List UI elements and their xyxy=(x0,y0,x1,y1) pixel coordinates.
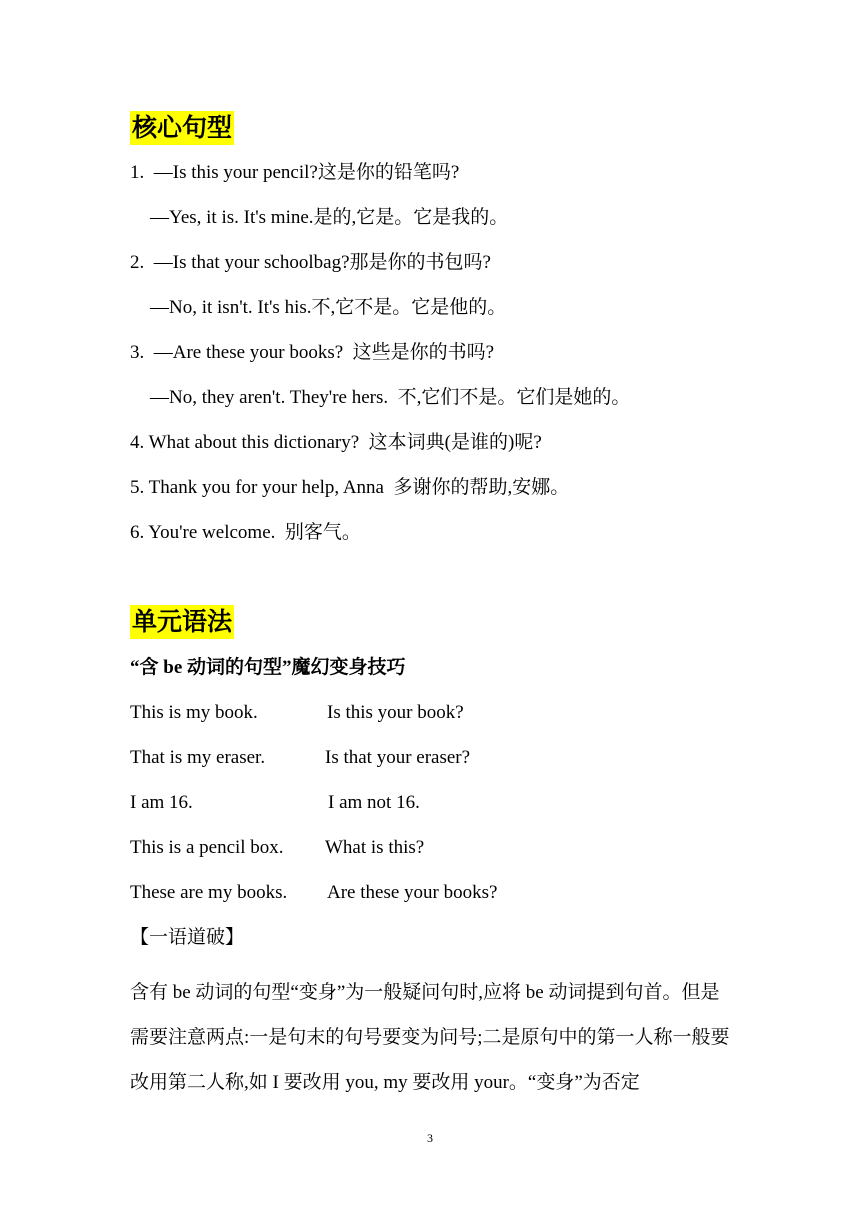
sentence-line-2: —Yes, it is. It's mine.是的,它是。它是我的。 xyxy=(150,207,509,228)
grammar-subtitle: “含 be 动词的句型”魔幻变身技巧 xyxy=(130,657,406,678)
example-transformed-4: What is this? xyxy=(325,837,425,858)
sentence-line-1: 1. —Is this your pencil?这是你的铅笔吗? xyxy=(130,162,460,183)
note-title: 【一语道破】 xyxy=(130,927,245,948)
example-original-5: These are my books. xyxy=(130,882,288,903)
page-number: 3 xyxy=(427,1131,433,1145)
section-heading-unit-grammar: 单元语法 xyxy=(130,605,234,639)
example-original-1: This is my book. xyxy=(130,702,258,723)
example-original-3: I am 16. xyxy=(130,792,193,813)
example-transformed-3: I am not 16. xyxy=(328,792,420,813)
example-transformed-5: Are these your books? xyxy=(327,882,498,903)
example-transformed-1: Is this your book? xyxy=(327,702,464,723)
sentence-line-3: 2. —Is that your schoolbag?那是你的书包吗? xyxy=(130,252,491,273)
grammar-explanation-paragraph: 含有 be 动词的句型“变身”为一般疑问句时,应将 be 动词提到句首。但是需要注意两点:一是句末的句号要变为问号;二是原句中的第一人称一般要改用第二人称,如 I 要改用 you, my 要改用 your。“变身”为否定 xyxy=(130,982,730,1093)
sentence-line-5: 3. —Are these your books? 这些是你的书吗? xyxy=(130,342,495,363)
example-original-4: This is a pencil box. xyxy=(130,837,284,858)
sentence-line-4: —No, it isn't. It's his.不,它不是。它是他的。 xyxy=(150,297,507,318)
section-heading-core-sentences: 核心句型 xyxy=(130,111,234,145)
sentence-line-9: 6. You're welcome. 别客气。 xyxy=(130,522,361,543)
sentence-line-8: 5. Thank you for your help, Anna 多谢你的帮助,安娜。 xyxy=(130,477,570,498)
sentence-line-7: 4. What about this dictionary? 这本词典(是谁的)呢? xyxy=(130,432,542,453)
example-transformed-2: Is that your eraser? xyxy=(325,747,471,768)
sentence-line-6: —No, they aren't. They're hers. 不,它们不是。它们是她的。 xyxy=(150,387,631,408)
example-original-2: That is my eraser. xyxy=(130,747,266,768)
